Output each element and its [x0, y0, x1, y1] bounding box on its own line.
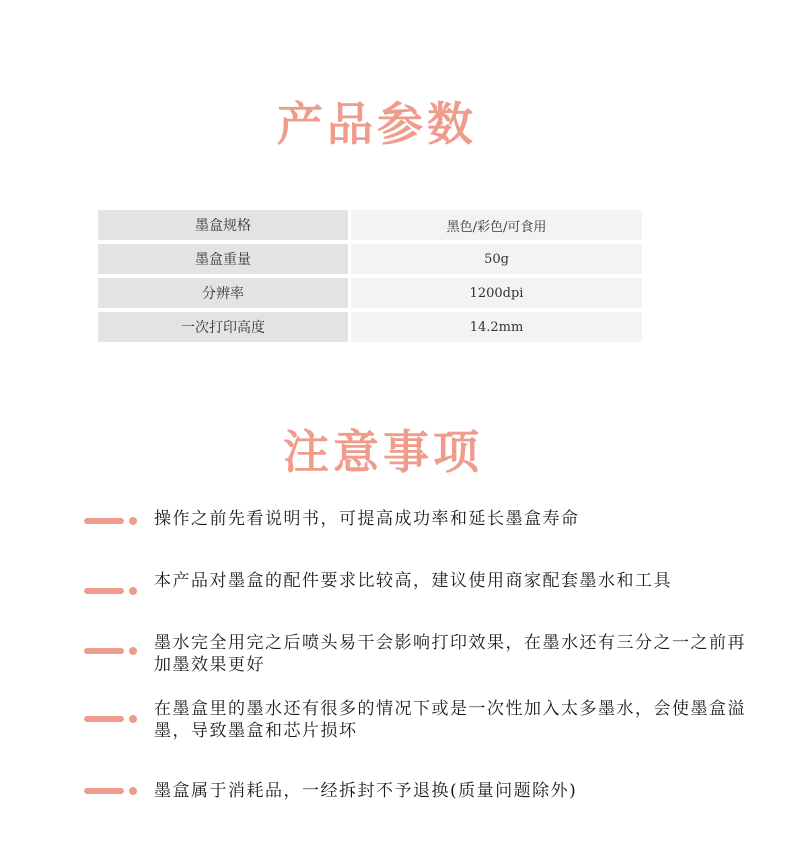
notice-text: 在墨盒里的墨水还有很多的情况下或是一次性加入太多墨水，会使墨盒溢墨，导致墨盒和芯片损坏: [154, 699, 746, 741]
bullet-icon: [84, 516, 140, 526]
spec-label: 一次打印高度: [98, 312, 348, 342]
notice-title: 注意事项: [283, 425, 483, 479]
spec-label: 分辨率: [98, 278, 348, 308]
spec-value: 14.2mm: [351, 312, 642, 342]
spec-value: 50g: [351, 244, 642, 274]
notice-text: 操作之前先看说明书，可提高成功率和延长墨盒寿命: [154, 509, 580, 529]
bullet-icon: [84, 586, 140, 596]
notice-text: 墨水完全用完之后喷头易干会影响打印效果，在墨水还有三分之一之前再加墨效果更好: [154, 633, 746, 675]
bullet-icon: [84, 714, 140, 724]
spec-label: 墨盒规格: [98, 210, 348, 240]
bullet-icon: [84, 786, 140, 796]
spec-value: 黑色/彩色/可食用: [351, 210, 642, 240]
notice-text: 墨盒属于消耗品，一经拆封不予退换(质量问题除外): [154, 781, 578, 801]
spec-value: 1200dpi: [351, 278, 642, 308]
spec-label: 墨盒重量: [98, 244, 348, 274]
notice-text: 本产品对墨盒的配件要求比较高，建议使用商家配套墨水和工具: [154, 571, 672, 591]
params-title: 产品参数: [277, 97, 477, 151]
bullet-icon: [84, 646, 140, 656]
